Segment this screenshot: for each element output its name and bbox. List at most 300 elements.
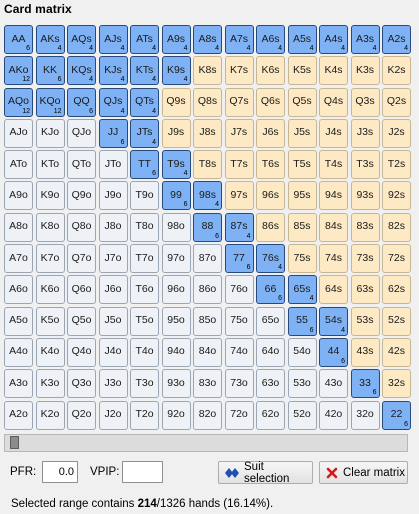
hand-label: T4s xyxy=(324,157,343,170)
hand-label: T5o xyxy=(135,314,154,327)
hand-cell[interactable] xyxy=(351,401,380,430)
hand-cell[interactable] xyxy=(99,275,128,304)
hand-cell[interactable] xyxy=(256,213,285,242)
hand-cell[interactable] xyxy=(288,119,317,148)
hand-cell[interactable] xyxy=(351,25,380,54)
combo-count: 4 xyxy=(120,107,125,115)
hand-cell[interactable] xyxy=(99,244,128,273)
hand-cell[interactable] xyxy=(319,244,348,273)
combo-count: 6 xyxy=(57,76,62,84)
hand-cell[interactable] xyxy=(382,88,411,117)
hand-cell[interactable] xyxy=(130,25,159,54)
hand-label: T8o xyxy=(135,220,154,233)
hand-cell[interactable] xyxy=(193,181,222,210)
hand-label: 52s xyxy=(388,314,405,327)
hand-label: K5o xyxy=(40,314,60,327)
hand-cell[interactable] xyxy=(288,307,317,336)
hand-cell[interactable] xyxy=(4,338,33,367)
hand-cell[interactable] xyxy=(67,338,96,367)
hand-cell[interactable] xyxy=(288,56,317,85)
hand-cell[interactable] xyxy=(193,244,222,273)
hand-label: K4o xyxy=(40,345,60,358)
hand-cell[interactable] xyxy=(193,88,222,117)
hand-cell[interactable] xyxy=(225,56,254,85)
hand-cell[interactable] xyxy=(4,213,33,242)
hand-cell[interactable] xyxy=(351,213,380,242)
hand-cell[interactable] xyxy=(162,213,191,242)
combo-count: 4 xyxy=(89,45,93,52)
hand-cell[interactable] xyxy=(319,401,348,430)
hand-cell[interactable] xyxy=(4,275,33,304)
hand-label: 86s xyxy=(262,220,279,233)
hand-label: K9s xyxy=(166,63,186,76)
hand-cell[interactable] xyxy=(288,369,317,398)
combo-count: 4 xyxy=(215,45,219,52)
hand-label: 83s xyxy=(356,220,374,233)
hand-cell[interactable] xyxy=(256,119,285,148)
hand-cell[interactable] xyxy=(193,213,222,242)
hand-cell[interactable] xyxy=(99,119,128,148)
hand-cell[interactable] xyxy=(130,244,159,273)
pfr-input[interactable] xyxy=(42,461,78,483)
hand-cell[interactable] xyxy=(193,338,222,367)
hand-cell[interactable] xyxy=(130,338,159,367)
hand-label: T5s xyxy=(293,157,311,170)
hand-cell[interactable] xyxy=(382,119,411,148)
hand-label: J7o xyxy=(104,251,122,264)
pfr-label: PFR: xyxy=(10,466,37,478)
hand-label: 42o xyxy=(324,408,343,421)
hand-cell[interactable] xyxy=(351,119,380,148)
combo-count: 4 xyxy=(183,45,188,52)
hand-cell[interactable] xyxy=(4,88,33,117)
hand-label: A6s xyxy=(261,32,280,45)
hand-label: 99 xyxy=(170,188,182,201)
close-icon xyxy=(326,467,338,479)
hand-cell[interactable] xyxy=(319,181,348,210)
hand-label: K4s xyxy=(324,63,343,76)
hand-label: QQ xyxy=(73,95,90,108)
hand-label: AQs xyxy=(71,32,92,45)
hand-cell[interactable] xyxy=(67,119,96,148)
hand-cell[interactable] xyxy=(351,150,380,179)
hand-label: KQs xyxy=(71,63,92,76)
hand-cell[interactable] xyxy=(382,213,411,242)
clear-matrix-label: Clear matrix xyxy=(343,466,405,479)
hand-cell[interactable] xyxy=(99,338,128,367)
hand-label: 76s xyxy=(262,251,279,264)
hand-cell[interactable] xyxy=(36,150,65,179)
hand-cell[interactable] xyxy=(36,56,65,85)
hand-label: J3o xyxy=(104,376,122,389)
hand-label: Q5o xyxy=(71,314,92,327)
hand-cell[interactable] xyxy=(193,25,222,54)
hand-cell[interactable] xyxy=(351,88,380,117)
hand-label: ATo xyxy=(9,157,28,170)
hand-cell[interactable] xyxy=(67,401,96,430)
hand-cell[interactable] xyxy=(288,401,317,430)
hand-cell[interactable] xyxy=(319,119,348,148)
hand-cell[interactable] xyxy=(162,150,191,179)
hand-label: ATs xyxy=(136,32,153,45)
hand-cell[interactable] xyxy=(4,150,33,179)
hand-label: 43o xyxy=(324,376,343,389)
hand-label: T2s xyxy=(387,157,406,170)
hand-cell[interactable] xyxy=(288,338,317,367)
combo-count: 4 xyxy=(152,107,156,115)
hand-label: J8o xyxy=(104,220,122,233)
combo-count: 6 xyxy=(89,107,93,115)
hand-cell[interactable] xyxy=(382,150,411,179)
hand-cell[interactable] xyxy=(225,213,254,242)
hand-cell[interactable] xyxy=(4,244,33,273)
hand-cell[interactable] xyxy=(67,213,96,242)
hand-cell[interactable] xyxy=(4,307,33,336)
hand-cell[interactable] xyxy=(288,275,317,304)
hand-cell[interactable] xyxy=(256,244,285,273)
hand-label: 22 xyxy=(390,408,403,421)
hand-label: A6o xyxy=(9,282,28,295)
hand-label: A3s xyxy=(355,32,375,45)
hand-cell[interactable] xyxy=(130,369,159,398)
combo-count: 6 xyxy=(404,420,408,428)
hand-cell[interactable] xyxy=(162,401,191,430)
hand-cell[interactable] xyxy=(382,56,411,85)
hand-label: KJs xyxy=(104,63,122,76)
clear-matrix-button[interactable] xyxy=(319,461,408,484)
hand-cell[interactable] xyxy=(225,150,254,179)
hand-cell[interactable] xyxy=(130,181,159,210)
hand-cell[interactable] xyxy=(256,275,285,304)
combo-count: 4 xyxy=(372,45,377,52)
hand-cell[interactable] xyxy=(99,181,128,210)
combo-count: 4 xyxy=(120,45,125,52)
hand-cell[interactable] xyxy=(288,150,317,179)
hand-label: KTo xyxy=(40,157,60,170)
hand-label: 32o xyxy=(356,408,374,421)
combo-count: 12 xyxy=(22,107,30,115)
hand-cell[interactable] xyxy=(36,275,65,304)
hand-label: Q2o xyxy=(71,408,92,421)
hand-cell[interactable] xyxy=(225,181,254,210)
hand-cell[interactable] xyxy=(288,213,317,242)
hand-cell[interactable] xyxy=(319,307,348,336)
panel-title: Card matrix xyxy=(4,2,72,16)
hand-cell[interactable] xyxy=(162,244,191,273)
hand-cell[interactable] xyxy=(130,56,159,85)
hand-cell[interactable] xyxy=(382,244,411,273)
hand-cell[interactable] xyxy=(382,307,411,336)
hand-cell[interactable] xyxy=(225,119,254,148)
hand-label: QTs xyxy=(135,95,154,108)
hand-cell[interactable] xyxy=(382,181,411,210)
hand-cell[interactable] xyxy=(162,56,191,85)
hand-cell[interactable] xyxy=(319,338,348,367)
hand-label: 87s xyxy=(230,220,248,233)
hand-cell[interactable] xyxy=(4,56,33,85)
suit-selection-button[interactable] xyxy=(218,461,313,484)
hand-label: 42s xyxy=(388,345,405,358)
hand-cell[interactable] xyxy=(36,307,65,336)
hand-label: Q3o xyxy=(71,376,92,389)
hand-cell[interactable] xyxy=(256,88,285,117)
hand-cell[interactable] xyxy=(36,88,65,117)
hand-label: K7s xyxy=(229,63,249,76)
hand-cell[interactable] xyxy=(382,369,411,398)
hand-cell[interactable] xyxy=(319,88,348,117)
hand-cell[interactable] xyxy=(130,401,159,430)
hand-label: 62o xyxy=(261,408,280,421)
hand-label: 85s xyxy=(293,220,311,233)
hand-cell[interactable] xyxy=(351,56,380,85)
hand-cell[interactable] xyxy=(382,25,411,54)
hand-label: 64o xyxy=(261,345,280,358)
hand-label: Q8s xyxy=(197,95,218,108)
hand-label: 52o xyxy=(293,408,311,421)
hand-cell[interactable] xyxy=(162,275,191,304)
hand-label: J7s xyxy=(230,126,248,139)
combo-count: 12 xyxy=(22,76,30,84)
hand-cell[interactable] xyxy=(36,25,65,54)
hand-label: T8s xyxy=(198,157,217,170)
hand-label: K8o xyxy=(40,220,60,233)
hand-label: AJs xyxy=(104,32,122,45)
hand-label: A7s xyxy=(229,32,249,45)
hand-label: 98o xyxy=(167,220,185,233)
vpip-input[interactable] xyxy=(122,461,163,483)
hand-label: 95s xyxy=(293,188,311,201)
hand-cell[interactable] xyxy=(193,275,222,304)
hand-cell[interactable] xyxy=(67,369,96,398)
hand-label: 82o xyxy=(198,408,217,421)
hand-label: T3o xyxy=(135,376,154,389)
hand-cell[interactable] xyxy=(225,307,254,336)
hand-cell[interactable] xyxy=(99,56,128,85)
hand-cell[interactable] xyxy=(130,275,159,304)
hand-cell[interactable] xyxy=(162,25,191,54)
hand-cell[interactable] xyxy=(319,56,348,85)
hand-cell[interactable] xyxy=(288,244,317,273)
hand-cell[interactable] xyxy=(67,181,96,210)
hand-label: A5s xyxy=(292,32,312,45)
hand-label: 73s xyxy=(356,251,374,264)
hand-cell[interactable] xyxy=(225,275,254,304)
combo-count: 6 xyxy=(278,295,282,303)
combo-count: 4 xyxy=(246,232,251,240)
hand-cell[interactable] xyxy=(256,401,285,430)
hand-cell[interactable] xyxy=(36,119,65,148)
hand-cell[interactable] xyxy=(130,119,159,148)
hand-cell[interactable] xyxy=(288,25,317,54)
hand-cell[interactable] xyxy=(36,369,65,398)
hand-cell[interactable] xyxy=(256,25,285,54)
hand-cell[interactable] xyxy=(99,150,128,179)
hand-cell[interactable] xyxy=(4,369,33,398)
hand-cell[interactable] xyxy=(193,119,222,148)
hand-cell[interactable] xyxy=(256,307,285,336)
hand-label: Q7s xyxy=(229,95,249,108)
hand-cell[interactable] xyxy=(162,119,191,148)
hand-cell[interactable] xyxy=(36,401,65,430)
hand-cell[interactable] xyxy=(225,88,254,117)
hand-label: K2s xyxy=(387,63,406,76)
hand-label: 33 xyxy=(359,376,371,389)
hand-cell[interactable] xyxy=(36,213,65,242)
hand-cell[interactable] xyxy=(225,338,254,367)
hand-cell[interactable] xyxy=(67,56,96,85)
hand-label: 84s xyxy=(325,220,342,233)
hand-label: J2o xyxy=(104,408,122,421)
combo-count: 4 xyxy=(278,264,282,272)
hand-label: T2o xyxy=(135,408,154,421)
hand-cell[interactable] xyxy=(193,150,222,179)
hand-cell[interactable] xyxy=(256,56,285,85)
hand-label: 32s xyxy=(388,376,405,389)
hand-cell[interactable] xyxy=(162,338,191,367)
hand-label: K3s xyxy=(355,63,375,76)
hand-cell[interactable] xyxy=(99,369,128,398)
hand-label: T4o xyxy=(135,345,154,358)
hand-cell[interactable] xyxy=(36,181,65,210)
range-slider[interactable] xyxy=(4,434,408,452)
hand-cell[interactable] xyxy=(193,401,222,430)
hand-cell[interactable] xyxy=(99,307,128,336)
combo-count: 4 xyxy=(152,45,156,52)
hand-label: 65o xyxy=(261,314,280,327)
hand-cell[interactable] xyxy=(130,150,159,179)
hand-label: 75s xyxy=(293,251,311,264)
hand-cell[interactable] xyxy=(225,244,254,273)
hand-label: J6o xyxy=(104,282,122,295)
hand-cell[interactable] xyxy=(351,275,380,304)
hand-label: K6o xyxy=(40,282,60,295)
hand-label: 64s xyxy=(325,282,342,295)
hand-label: A7o xyxy=(9,251,28,264)
hand-cell[interactable] xyxy=(256,150,285,179)
hand-cell[interactable] xyxy=(382,401,411,430)
vpip-label: VPIP: xyxy=(90,466,120,478)
combo-count: 12 xyxy=(53,107,62,115)
hand-label: QJo xyxy=(71,126,92,139)
hand-cell[interactable] xyxy=(351,338,380,367)
hand-cell[interactable] xyxy=(67,307,96,336)
hand-cell[interactable] xyxy=(162,181,191,210)
hand-cell[interactable] xyxy=(67,150,96,179)
hand-cell[interactable] xyxy=(130,88,159,117)
slider-thumb[interactable] xyxy=(10,436,19,449)
hand-cell[interactable] xyxy=(351,307,380,336)
hand-cell[interactable] xyxy=(162,369,191,398)
hand-label: A8o xyxy=(9,220,28,233)
hand-cell[interactable] xyxy=(67,244,96,273)
hand-cell[interactable] xyxy=(99,88,128,117)
hand-label: 72o xyxy=(230,408,248,421)
hand-label: A8s xyxy=(198,32,217,45)
hand-cell[interactable] xyxy=(382,275,411,304)
hand-cell[interactable] xyxy=(130,213,159,242)
hand-label: 96o xyxy=(167,282,185,295)
hand-cell[interactable] xyxy=(67,275,96,304)
hand-cell[interactable] xyxy=(351,244,380,273)
hand-cell[interactable] xyxy=(193,56,222,85)
suit-selection-icon xyxy=(225,468,239,478)
hand-label: 95o xyxy=(167,314,185,327)
hand-cell[interactable] xyxy=(36,244,65,273)
hand-cell[interactable] xyxy=(99,213,128,242)
hand-label: A3o xyxy=(9,376,28,389)
hand-cell[interactable] xyxy=(225,401,254,430)
hand-label: T7o xyxy=(135,251,154,264)
hand-label: T9o xyxy=(135,188,154,201)
hand-cell[interactable] xyxy=(256,369,285,398)
combo-count: 6 xyxy=(215,232,219,240)
hand-cell[interactable] xyxy=(319,275,348,304)
hand-label: Q9s xyxy=(166,95,186,108)
hand-label: T6o xyxy=(135,282,154,295)
hand-label: 85o xyxy=(198,314,217,327)
hand-cell[interactable] xyxy=(99,401,128,430)
hand-cell[interactable] xyxy=(319,150,348,179)
hand-cell[interactable] xyxy=(225,25,254,54)
hand-cell[interactable] xyxy=(225,369,254,398)
hand-label: 82s xyxy=(388,220,405,233)
hand-label: J2s xyxy=(388,126,405,139)
hand-cell[interactable] xyxy=(36,338,65,367)
hand-label: K5s xyxy=(292,63,312,76)
hand-cell[interactable] xyxy=(162,307,191,336)
hand-cell[interactable] xyxy=(67,25,96,54)
hand-cell[interactable] xyxy=(288,181,317,210)
hand-cell[interactable] xyxy=(4,25,33,54)
hand-cell[interactable] xyxy=(193,307,222,336)
hand-cell[interactable] xyxy=(162,88,191,117)
hand-label: T9s xyxy=(167,157,185,170)
hand-cell[interactable] xyxy=(351,369,380,398)
combo-count: 4 xyxy=(152,138,156,146)
hand-cell[interactable] xyxy=(382,338,411,367)
hand-cell[interactable] xyxy=(193,369,222,398)
hand-cell[interactable] xyxy=(67,88,96,117)
hand-label: Q6o xyxy=(71,282,92,295)
hand-cell[interactable] xyxy=(288,88,317,117)
hand-label: J3s xyxy=(356,126,374,139)
hand-cell[interactable] xyxy=(319,25,348,54)
hand-label: 97o xyxy=(167,251,185,264)
hand-label: TT xyxy=(138,157,151,170)
hand-cell[interactable] xyxy=(99,25,128,54)
hand-cell[interactable] xyxy=(256,338,285,367)
hand-cell[interactable] xyxy=(4,401,33,430)
hand-cell[interactable] xyxy=(130,307,159,336)
hand-label: 87o xyxy=(198,251,217,264)
hand-label: 76o xyxy=(230,282,248,295)
hand-cell[interactable] xyxy=(256,181,285,210)
hand-label: JTo xyxy=(104,157,122,170)
hand-cell[interactable] xyxy=(4,181,33,210)
hand-label: 93s xyxy=(356,188,374,201)
hand-label: 55 xyxy=(296,314,308,327)
hand-label: J5s xyxy=(293,126,311,139)
hand-label: Q2s xyxy=(386,95,407,108)
hand-cell[interactable] xyxy=(319,213,348,242)
status-prefix: Selected range contains xyxy=(11,498,138,510)
card-matrix-grid xyxy=(4,25,411,430)
hand-cell[interactable] xyxy=(351,181,380,210)
hand-cell[interactable] xyxy=(4,119,33,148)
hand-label: K9o xyxy=(40,188,60,201)
hand-cell[interactable] xyxy=(319,369,348,398)
hand-label: 63o xyxy=(261,376,280,389)
